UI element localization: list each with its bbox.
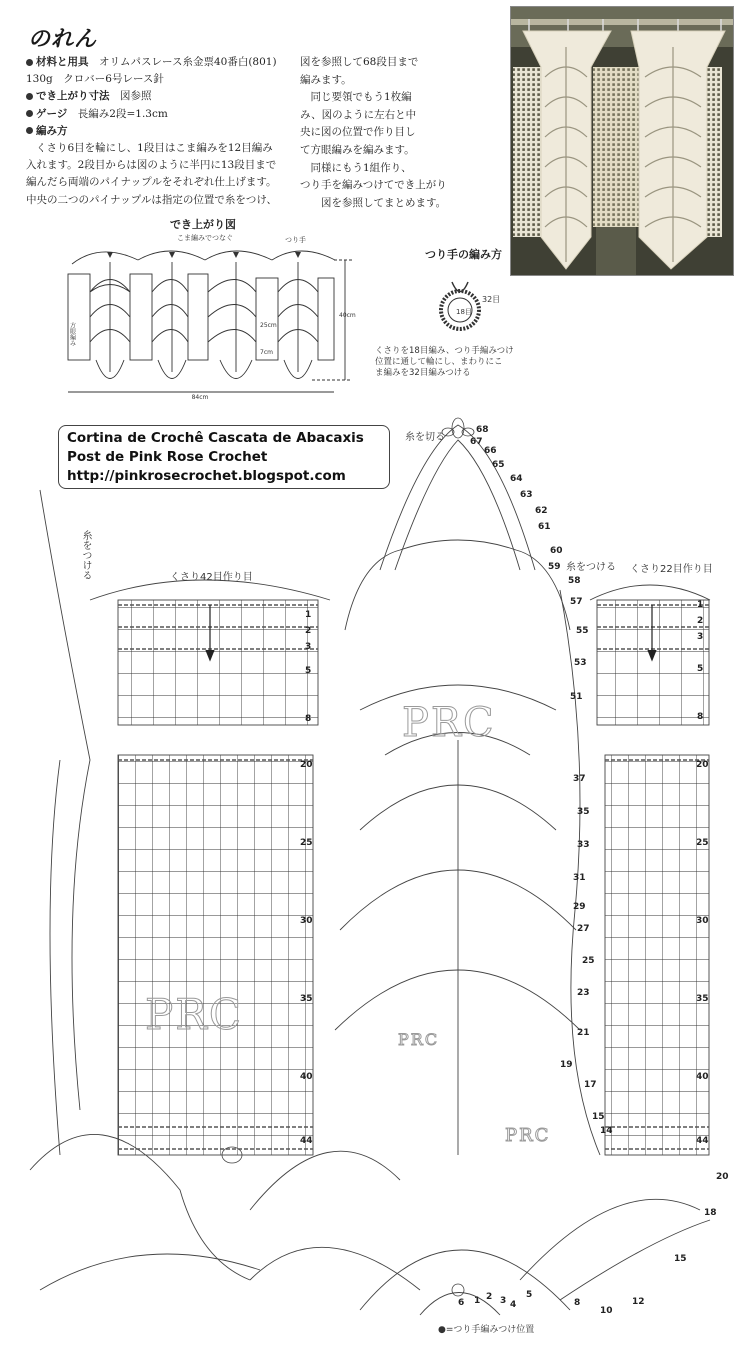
row-number: 23 (577, 988, 590, 998)
row-number: 21 (577, 1028, 590, 1038)
grid-row-number: 8 (305, 714, 312, 724)
grid-row-number: 44 (300, 1136, 313, 1146)
finished-diagram-title: でき上がり図 (170, 218, 236, 231)
row-number: 57 (570, 597, 583, 607)
grid-row-number: 20 (300, 760, 313, 770)
materials-section (26, 54, 306, 209)
row-number: 67 (470, 437, 483, 447)
bullet-icon (26, 59, 33, 66)
grid-row-number: 25 (300, 838, 313, 848)
curtain-photo-illustration (511, 7, 733, 275)
credit-title: Cortina de Crochê Cascata de Abacaxis (67, 430, 364, 446)
gauge-text: 長編み2段=1.3cm (77, 107, 168, 120)
row-number: 15 (674, 1254, 687, 1264)
materials-row (26, 54, 306, 71)
instruction-line: 同様にもう1組作り、 (300, 161, 412, 174)
instructions-col2 (300, 54, 500, 212)
instruction-line: 編みます。 (300, 73, 352, 86)
instruction-line: 図を参照して68段目まで (300, 56, 419, 68)
finished-diagram (60, 232, 360, 402)
row-number: 66 (484, 446, 497, 456)
instruction-line: 央に図の位置で作り目し (300, 126, 416, 139)
row-number: 5 (526, 1290, 533, 1300)
instruction-line: 編んだら両端のパイナップルをそれぞれ仕上げます。 (26, 176, 277, 189)
row-number: 68 (476, 425, 489, 435)
row-number: 65 (492, 460, 505, 470)
method-heading: 編み方 (36, 124, 68, 137)
row-number: 31 (573, 873, 586, 883)
grid-row-number: 5 (305, 666, 312, 676)
filet-label: 方眼編み (68, 322, 76, 346)
grid-row-number: 35 (300, 994, 313, 1004)
row-number: 2 (486, 1292, 493, 1302)
height-7-label: 7cm (260, 349, 273, 356)
row-number: 4 (510, 1300, 517, 1310)
watermark: PRC (505, 1125, 551, 1146)
row-number: 25 (582, 956, 595, 966)
attach-yarn-right-label: 糸をつける (566, 562, 616, 573)
row-number: 1 (474, 1296, 481, 1306)
row-number: 58 (568, 576, 581, 586)
chain-42-label: くさり42目作り目 (170, 572, 253, 583)
materials-text: 130g クロバー6号レース針 (26, 73, 164, 86)
crochet-chart-illustration (0, 410, 736, 1345)
row-number: 63 (520, 490, 533, 500)
instruction-line: み、図のように左右と中 (300, 108, 417, 121)
credit-author: Post de Pink Rose Crochet (67, 449, 268, 465)
materials-row (26, 71, 306, 88)
instruction-line: 図を参照してまとめます。 (300, 196, 447, 209)
instruction-line: て方眼編みを編みます。 (300, 143, 415, 156)
row-number: 55 (576, 626, 589, 636)
materials-heading: 材料と用具 (36, 56, 89, 68)
row-number: 10 (600, 1306, 613, 1316)
grid-row-number: 3 (697, 632, 704, 642)
row-number: 51 (570, 692, 583, 702)
watermark: PRC (145, 990, 244, 1039)
row-number: 33 (577, 840, 590, 850)
credit-box (58, 425, 390, 489)
bullet-icon (26, 110, 33, 117)
instruction-line: 入れます。2段目からは図のように半円に13段目まで (26, 159, 277, 172)
watermark: PRC (402, 700, 496, 746)
row-number: 53 (574, 658, 587, 668)
row-number: 59 (548, 562, 561, 572)
grid-row-number: 30 (300, 916, 313, 926)
loop-label: つり手 (285, 236, 306, 244)
row-number: 29 (573, 902, 586, 912)
row-number: 60 (550, 546, 563, 556)
size-text: 図参照 (120, 90, 152, 103)
loop-ring-illustration (430, 276, 510, 336)
grid-row-number: 2 (305, 626, 312, 636)
row-number: 14 (600, 1126, 613, 1136)
grid-row-number: 25 (696, 838, 709, 848)
row-number: 17 (584, 1080, 597, 1090)
row-number: 35 (577, 807, 590, 817)
watermark: PRC (398, 1030, 440, 1049)
row-number: 27 (577, 924, 590, 934)
row-number: 12 (632, 1297, 645, 1307)
grid-row-number: 1 (305, 610, 312, 620)
join-note-label: こま編みでつなぐ (177, 234, 233, 242)
grid-row-number: 40 (300, 1072, 313, 1082)
cut-yarn-label: 糸を切る (405, 432, 445, 443)
loop-diagram-title: つり手の編み方 (425, 248, 502, 261)
materials-text: オリムパスレース糸金票40番白(801) (99, 56, 277, 68)
bullet-icon (26, 127, 33, 134)
size-heading: でき上がり寸法 (36, 90, 110, 103)
total-height-label: 40cm (339, 312, 356, 319)
row-number: 3 (500, 1296, 507, 1306)
finished-diagram-illustration (60, 232, 360, 402)
instruction-line: 中央の二つのパイナップルは指定の位置で糸をつけ、 (26, 193, 277, 206)
loop-note-line: 位置に通して輪にし、まわりにこ (375, 357, 503, 367)
instruction-line: つり手を編みつけてでき上がり (300, 179, 447, 192)
loop-diagram (430, 276, 510, 336)
row-number: 15 (592, 1112, 605, 1122)
row-number: 64 (510, 474, 523, 484)
chain-22-label: くさり22目作り目 (630, 564, 713, 575)
curtain-photo (510, 6, 734, 276)
row-number: 18 (704, 1208, 717, 1218)
grid-row-number: 3 (305, 642, 312, 652)
row-number: 61 (538, 522, 551, 532)
inner-count-label: 18目 (456, 308, 472, 316)
attach-yarn-left-label: 糸をつける (80, 530, 91, 580)
grid-row-number: 40 (696, 1072, 709, 1082)
grid-row-number: 2 (697, 616, 704, 626)
instruction-line: くさり6目を輪にし、1段目はこま編みを12目編み (36, 142, 273, 155)
page-title: のれん (28, 26, 98, 52)
loop-note-line: くさりを18目編み、つり手編みつけ (375, 346, 514, 356)
row-number: 8 (574, 1298, 581, 1308)
row-number: 19 (560, 1060, 573, 1070)
grid-row-number: 35 (696, 994, 709, 1004)
loop-note-line: ま編みを32目編みつける (375, 368, 471, 378)
height-25-label: 25cm (260, 322, 277, 329)
crochet-chart (0, 410, 736, 1345)
gauge-heading: ゲージ (36, 107, 68, 120)
grid-row-number: 5 (697, 664, 704, 674)
credit-url-link[interactable]: http://pinkrosecrochet.blogspot.com (67, 468, 346, 484)
row-number: 20 (716, 1172, 729, 1182)
loop-note (375, 346, 514, 379)
row-number: 6 (458, 1298, 465, 1308)
instruction-line: 同じ要領でもう1枚編 (300, 91, 412, 104)
grid-row-number: 20 (696, 760, 709, 770)
row-number: 37 (573, 774, 586, 784)
grid-row-number: 30 (696, 916, 709, 926)
row-number: 62 (535, 506, 548, 516)
total-width-label: 84cm (191, 394, 209, 401)
outer-count-label: 32目 (482, 295, 501, 304)
gauge-row (26, 106, 306, 123)
method-row (26, 123, 306, 140)
size-row (26, 88, 306, 105)
legend-label: ●=つり手編みつけ位置 (438, 1325, 535, 1335)
grid-row-number: 8 (697, 712, 704, 722)
grid-row-number: 44 (696, 1136, 709, 1146)
bullet-icon (26, 93, 33, 100)
grid-row-number: 1 (697, 600, 704, 610)
